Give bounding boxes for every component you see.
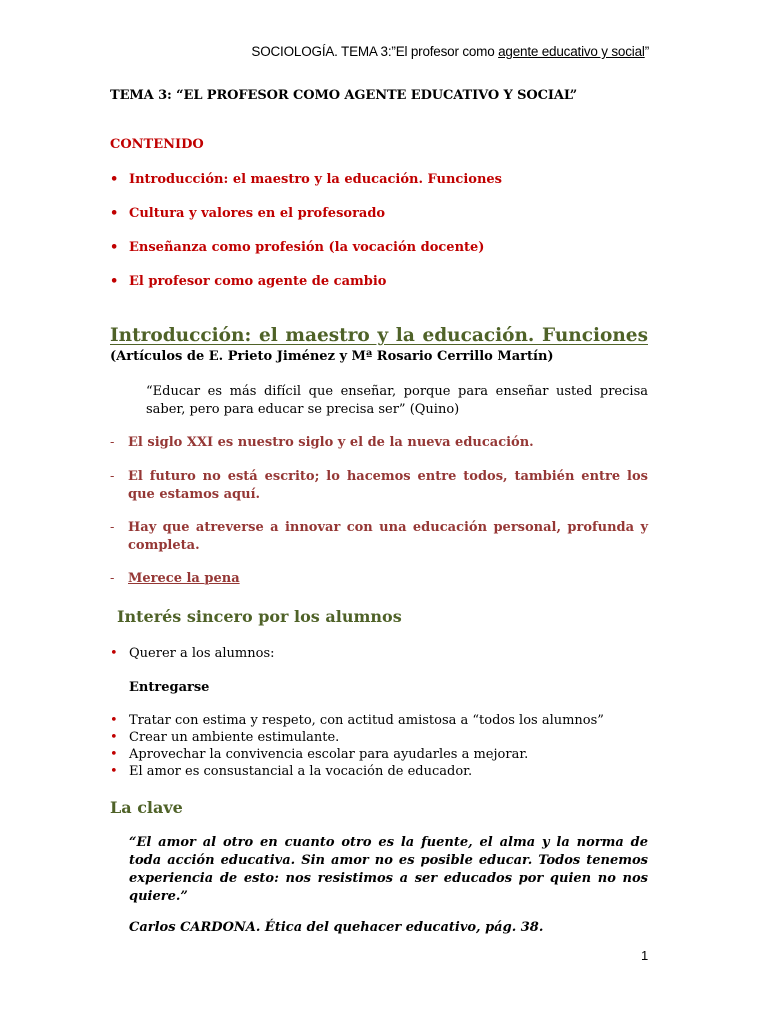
intro-heading: Introducción: el maestro y la educación. Funciones (110, 325, 648, 346)
dash-icon: - (110, 469, 115, 484)
running-header-underlined: agente educativo y social (498, 44, 645, 59)
document-title: TEMA 3: “EL PROFESOR COMO AGENTE EDUCATIVO Y SOCIAL” (110, 88, 578, 103)
bullet-icon: • (110, 172, 119, 187)
bullet-icon: • (110, 713, 118, 728)
intro-point: - El futuro no está escrito; lo hacemos entre todos, también entre los que estamos aquí. (110, 469, 648, 502)
running-header (251, 44, 649, 59)
intro-point: - El siglo XXI es nuestro siglo y el de la nueva educación. (110, 435, 534, 450)
bullet-icon: • (110, 764, 118, 779)
page-number: 1 (641, 948, 649, 963)
interest-heading: Interés sincero por los alumnos (117, 607, 402, 626)
intro-point: - Hay que atreverse a innovar con una educación personal, profunda y completa. (110, 520, 648, 553)
dash-icon: - (110, 520, 115, 535)
key-quote: “El amor al otro en cuanto otro es la fuente, el alma y la norma de toda acción educativa. Sin amor no es posible educar. Todos tenemos experiencia de esto: nos resistimos a ser educados por quien no nos quiere.” (129, 835, 648, 904)
bullet-icon: • (110, 240, 119, 255)
dash-icon: - (110, 571, 115, 586)
intro-quote: “Educar es más difícil que enseñar, porque para enseñar usted precisa saber, pero para educar se precisa ser” (Quino) (146, 384, 648, 417)
entregarse-subheading: Entregarse (129, 680, 210, 695)
intro-point (110, 570, 648, 588)
dash-icon: - (110, 435, 115, 450)
bullet-icon: • (110, 206, 119, 221)
key-citation: Carlos CARDONA. Ética del quehacer educativo, pág. 38. (129, 920, 544, 935)
merece-la-pena-link[interactable]: Merece la pena (128, 571, 240, 586)
contents-heading: CONTENIDO (110, 137, 204, 152)
running-header-prefix: SOCIOLOGÍA. TEMA 3:”El profesor como (251, 44, 499, 59)
bullet-icon: • (110, 747, 118, 762)
bullet-icon: • (110, 730, 118, 745)
bullet-icon: • (110, 274, 119, 289)
key-heading: La clave (110, 798, 183, 817)
bullet-icon: • (110, 646, 118, 661)
running-header-suffix: ” (644, 44, 649, 59)
intro-source: (Artículos de E. Prieto Jiménez y Mª Rosario Cerrillo Martín) (110, 349, 554, 364)
